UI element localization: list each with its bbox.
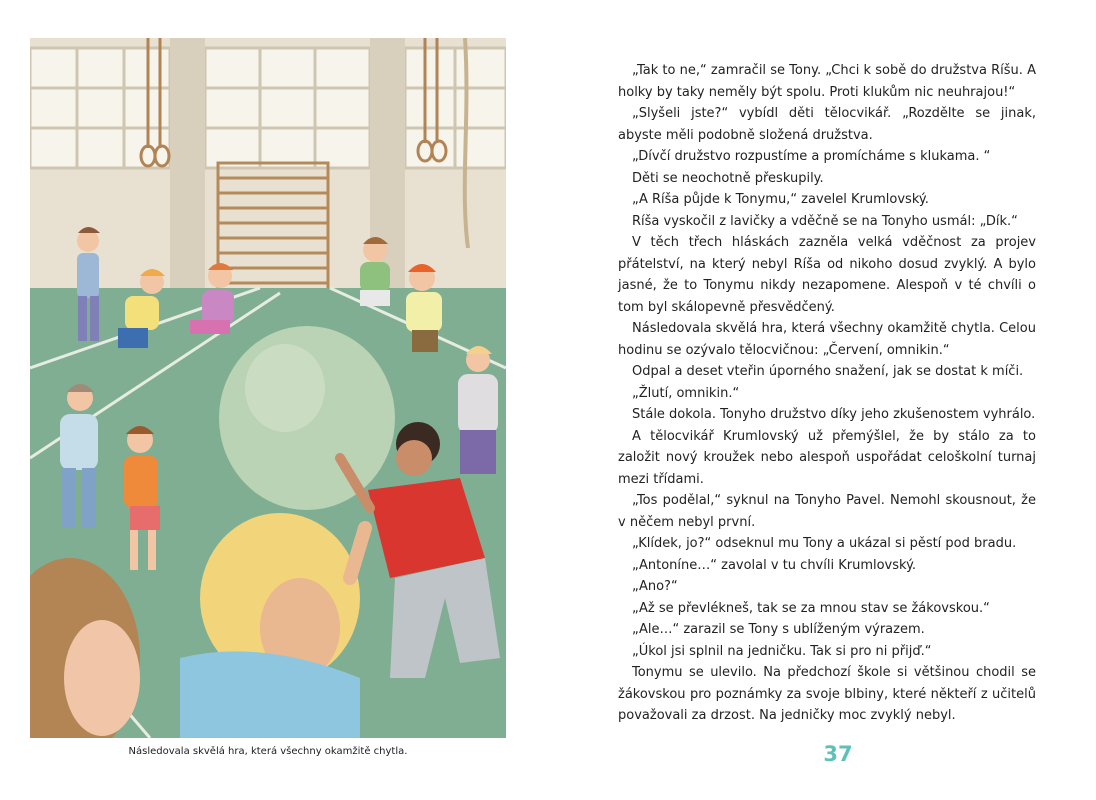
paragraph: „Tos podělal,“ syknul na Tonyho Pavel. Nemohl skousnout, že v něčem nebyl první. — [618, 493, 1036, 530]
illustration-caption: Následovala skvělá hra, která všechny okamžitě chytla. — [128, 746, 408, 757]
story-text — [618, 60, 1036, 727]
paragraph: „Slyšeli jste?“ vybídl děti tělocvikář. „Rozdělte se jinak, abyste měli podobně složená družstva. — [618, 106, 1036, 143]
paragraph: „Tak to ne,“ zamračil se Tony. „Chci k sobě do družstva Ríšu. A holky by taky neměly být spolu. Proti klukům nic neuhrajou!“ — [618, 63, 1036, 100]
paragraph: Stále dokola. Tonyho družstvo díky jeho zkušenostem vyhrálo. — [632, 407, 1036, 422]
paragraph: „Ale…“ zarazil se Tony s ublíženým výrazem. — [632, 622, 925, 637]
paragraph: „Ano?“ — [632, 579, 678, 594]
paragraph: „Antoníne…“ zavolal v tu chvíli Krumlovský. — [632, 557, 917, 573]
paragraph: Ríša vyskočil z lavičky a vděčně se na Tonyho usmál: „Dík.“ — [632, 213, 1018, 229]
paragraph: Následovala skvělá hra, která všechny okamžitě chytla. Celou hodinu se ozývalo tělocvičnou: „Červení, omnikin.“ — [618, 321, 1036, 358]
page-number: 37 — [823, 742, 853, 766]
paragraph: „Úkol jsi splnil na jedničku. Tak si pro ni přijď.“ — [632, 643, 932, 659]
paragraph: Odpal a deset vteřin úporného snažení, jak se dostat k míči. — [632, 364, 1024, 379]
paragraph: A tělocvikář Krumlovský už přemýšlel, že by stálo za to založit nový kroužek nebo alespoň uspořádat celoškolní turnaj mezi třídami. — [618, 428, 1036, 487]
paragraph: „A Ríša půjde k Tonymu,“ zavelel Krumlovský. — [632, 192, 929, 207]
gym-scene — [30, 38, 506, 738]
gym-windows — [30, 48, 506, 168]
gym-illustration — [30, 38, 506, 738]
paragraph: Děti se neochotně přeskupily. — [632, 170, 824, 186]
paragraph: Tonymu se ulevilo. Na předchozí škole si většinou chodil se žákovskou pro poznámky za svoje blbiny, které někteří z učitelů považovali za drzost. Na jedničky moc zvyklý nebyl. — [618, 665, 1036, 723]
paragraph: „Dívčí družstvo rozpustíme a promícháme s klukama. “ — [632, 149, 991, 164]
kid-green-shirt — [360, 237, 390, 306]
paragraph: „Až se převlékneš, tak se za mnou stav se žákovskou.“ — [632, 600, 990, 616]
paragraph: „Žlutí, omnikin.“ — [632, 385, 740, 401]
paragraph: „Klídek, jo?“ odseknul mu Tony a ukázal si pěstí pod bradu. — [632, 536, 1017, 551]
paragraph: V těch třech hláskách zazněla velká vděčnost za projev přátelství, na který nebyl Ríša od nikoho dosud zvyklý. A bylo jasné, že to Tonymu nikdy nezapomene. Alespoň v té chvíli o tom byl skálopevně přesvědčený. — [618, 235, 1036, 315]
